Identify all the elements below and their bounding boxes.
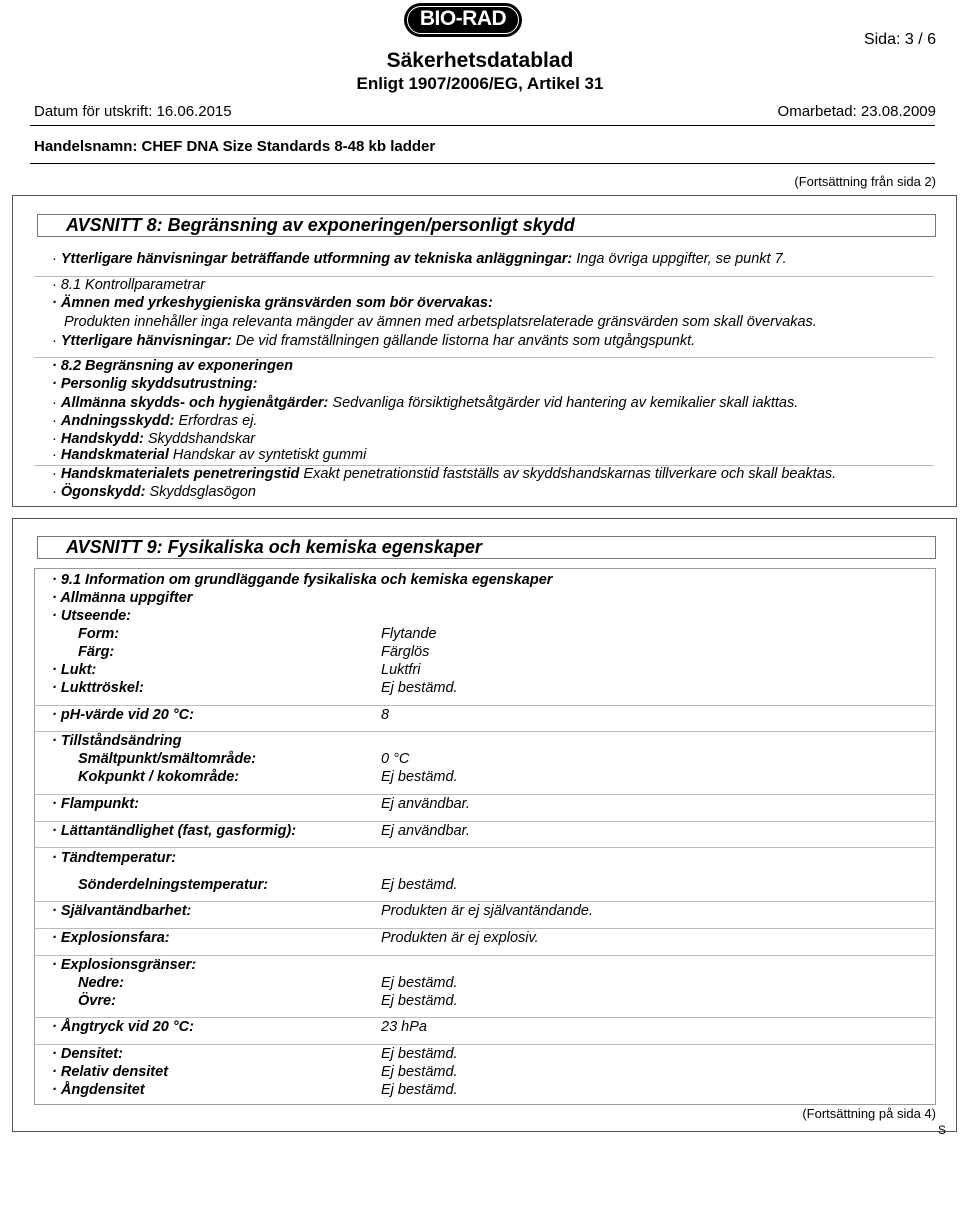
general-measures: · Allmänna skydds- och hygienåtgärder: Sedvanliga försiktighetsåtgärder vid hantering av kemikalier skall iakttas. [52, 395, 799, 411]
trade-name: Handelsnamn: CHEF DNA Size Standards 8-48 kb ladder [34, 138, 436, 155]
vapour-density-label: · Ångdensitet [52, 1082, 145, 1098]
separator [34, 705, 934, 706]
self-ignition-value: Produkten är ej självantändande. [381, 903, 594, 919]
bio-rad-logo: BIO-RAD [404, 3, 522, 37]
eye-protection: · Ögonskydd: Skyddsglasögon [52, 484, 256, 500]
density-label: · Densitet: [52, 1046, 123, 1062]
odour-threshold-value: Ej bestämd. [381, 680, 458, 696]
state-change: · Tillståndsändring [52, 733, 182, 749]
ignition-label: · Tändtemperatur: [52, 850, 177, 866]
footer-mark: S [937, 1123, 946, 1137]
page-number: Sida: 3 / 6 [863, 31, 936, 48]
colour-value: Färglös [381, 644, 430, 660]
components-label: · Ämnen med yrkeshygieniska gränsvärden som bör övervakas: [52, 295, 493, 311]
ppe-label: · Personlig skyddsutrustning: [52, 376, 258, 392]
explosion-label: · Explosionsfara: [52, 930, 170, 946]
s82-title: · 8.2 Begränsning av exponeringen [52, 358, 293, 374]
continued-from: (Fortsättning från sida 2) [794, 174, 936, 189]
vapour-density-value: Ej bestämd. [381, 1082, 458, 1098]
separator [34, 821, 934, 822]
further-info: · Ytterligare hänvisningar: De vid framställningen gällande listorna har använts som utgångspunkt. [52, 333, 696, 349]
separator [34, 955, 934, 956]
print-date: Datum för utskrift: 16.06.2015 [34, 103, 232, 120]
melting-label: Smältpunkt/smältområde: [78, 751, 257, 767]
relative-density-value: Ej bestämd. [381, 1064, 458, 1080]
general-info: · Allmänna uppgifter [52, 590, 193, 606]
s91-title: · 9.1 Information om grundläggande fysikaliska och kemiska egenskaper [52, 572, 553, 588]
doc-subtitle: Enligt 1907/2006/EG, Artikel 31 [356, 74, 604, 93]
separator [34, 731, 934, 732]
separator [34, 1017, 934, 1018]
odour-threshold-label: · Lukttröskel: [52, 680, 144, 696]
doc-title: Säkerhetsdatablad [386, 49, 574, 72]
form-value: Flytande [381, 626, 437, 642]
lower-limit-label: Nedre: [78, 975, 124, 991]
relative-density-label: · Relativ densitet [52, 1064, 169, 1080]
odour-label: · Lukt: [52, 662, 97, 678]
ph-value: 8 [381, 707, 390, 723]
components-value: Produkten innehåller inga relevanta mängder av ämnen med arbetsplatsrelaterade gränsvärden som skall övervakas. [64, 314, 817, 330]
section-9-header: AVSNITT 9: Fysikaliska och kemiska egenskaper [37, 536, 936, 559]
colour-label: Färg: [78, 644, 115, 660]
melting-value: 0 °C [381, 751, 410, 767]
flash-value: Ej användbar. [381, 796, 470, 812]
separator [34, 847, 934, 848]
separator [34, 794, 934, 795]
flammability-value: Ej användbar. [381, 823, 470, 839]
upper-limit-label: Övre: [78, 993, 116, 1009]
s81-title: · 8.1 Kontrollparametrar [52, 277, 206, 293]
vapour-pressure-value: 23 hPa [381, 1019, 427, 1035]
ph-label: · pH-värde vid 20 °C: [52, 707, 194, 723]
continued-to: (Fortsättning på sida 4) [802, 1106, 936, 1121]
penetration-time: · Handskmaterialets penetreringstid Exakt penetrationstid fastställs av skyddshandskarnas tillverkare och skall beaktas. [52, 466, 837, 482]
flammability-label: · Lättantändlighet (fast, gasformig): [52, 823, 297, 839]
self-ignition-label: · Självantändbarhet: [52, 903, 192, 919]
separator [34, 1044, 934, 1045]
boiling-value: Ej bestämd. [381, 769, 458, 785]
engineering-controls: · Ytterligare hänvisningar beträffande utformning av tekniska anläggningar: Inga övriga uppgifter, se punkt 7. [52, 251, 787, 267]
flash-label: · Flampunkt: [52, 796, 139, 812]
revision-date: Omarbetad: 23.08.2009 [777, 103, 936, 120]
respiratory-protection: · Andningsskydd: Erfordras ej. [52, 413, 258, 429]
form-label: Form: [78, 626, 120, 642]
odour-value: Luktfri [381, 662, 421, 678]
separator [34, 901, 934, 902]
header-rule [30, 125, 935, 126]
explosion-value: Produkten är ej explosiv. [381, 930, 539, 946]
density-value: Ej bestämd. [381, 1046, 458, 1062]
explosion-limits-label: · Explosionsgränser: [52, 957, 197, 973]
trade-name-rule [30, 163, 935, 164]
lower-limit-value: Ej bestämd. [381, 975, 458, 991]
glove-material: · Handskmaterial Handskar av syntetiskt gummi [52, 447, 367, 463]
upper-limit-value: Ej bestämd. [381, 993, 458, 1009]
section-8-header: AVSNITT 8: Begränsning av exponeringen/personligt skydd [37, 214, 936, 237]
decomposition-label: Sönderdelningstemperatur: [78, 877, 269, 893]
vapour-pressure-label: · Ångtryck vid 20 °C: [52, 1019, 194, 1035]
boiling-label: Kokpunkt / kokområde: [78, 769, 240, 785]
appearance: · Utseende: [52, 608, 131, 624]
decomposition-value: Ej bestämd. [381, 877, 458, 893]
separator [34, 928, 934, 929]
hand-protection: · Handskydd: Skyddshandskar [52, 431, 256, 447]
